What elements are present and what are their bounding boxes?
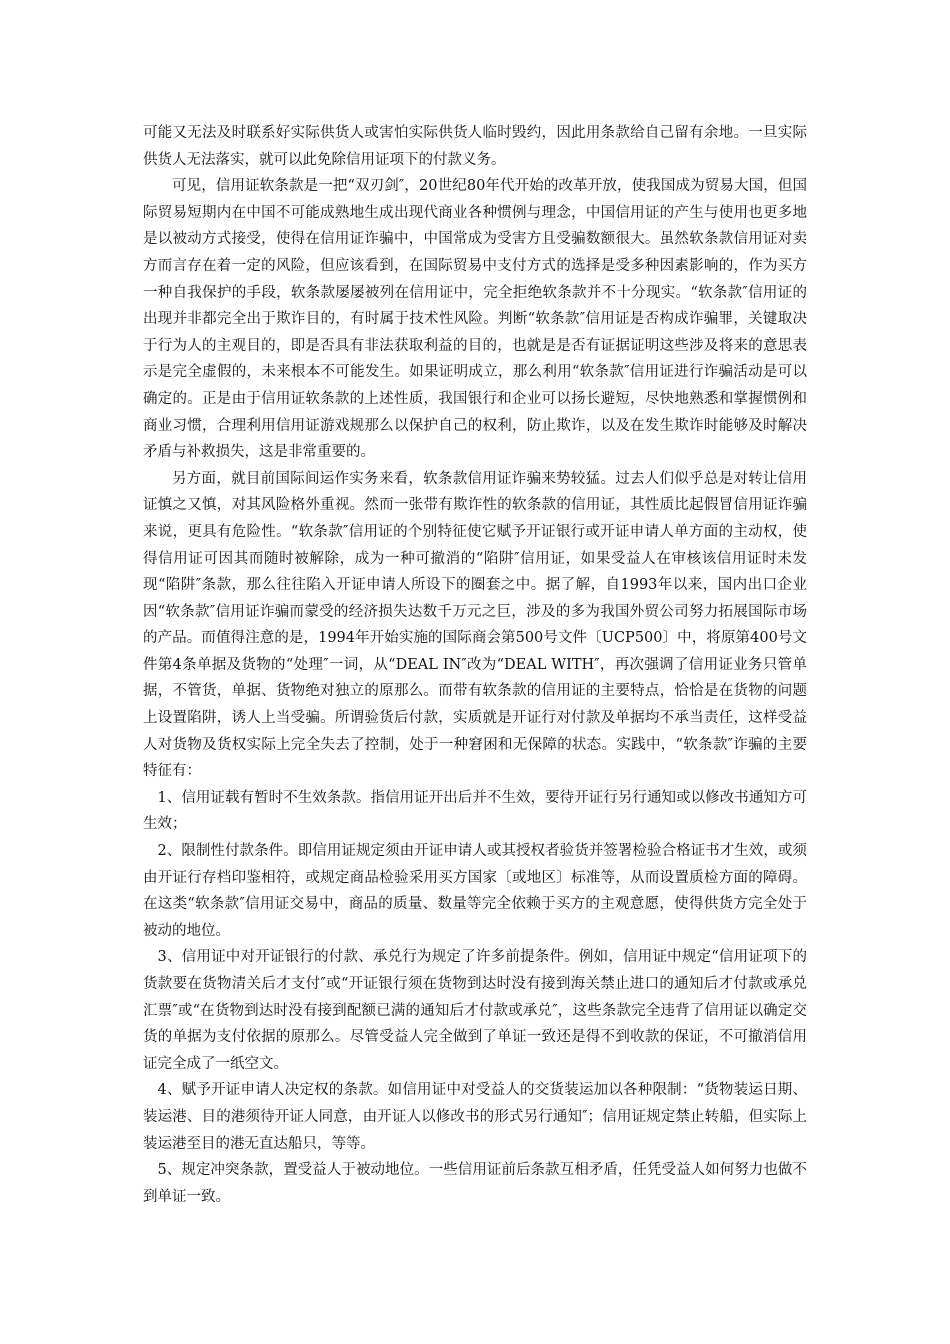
paragraph-double-edged-sword: 可见，信用证软条款是一把“双刃剑″，20世纪80年代开始的改革开放，使我国成为贸易大国，但国际贸易短期内在中国不可能成熟地生成出现代商业各种惯例与理念，中国信用证的产生与使用也更多地是以被动方式接受，使得在信用证诈骗中，中国常成为受害方且受骗数额很大。虽然软条款信用证对卖方而言存在着一定的风险，但应该看到，在国际贸易中支付方式的选择是受多种因素影响的，作为买方一种自我保护的手段，软条款屡屡被列在信用证中，完全拒绝软条款并不十分现实。“软条款″信用证的出现并非都完全出于欺诈目的，有时属于技术性风险。判断“软条款″信用证是否构成诈骗罪，关键取决于行为人的主观目的，即是否具有非法获取利益的目的，也就是是否有证据证明这些涉及将来的意思表示是完全虚假的，未来根本不可能发生。如果证明成立，那么利用“软条款″信用证进行诈骗活动是可以确定的。正是由于信用证软条款的上述性质，我国银行和企业可以扬长避短，尽快地熟悉和掌握惯例和商业习惯，合理利用信用证游戏规那么以保护自己的权利，防止欺诈，以及在发生欺诈时能够及时解决矛盾与补救损失，这是非常重要的。 [143,178,807,461]
list-item-3: 3、信用证中对开证银行的付款、承兑行为规定了许多前提条件。例如，信用证中规定“信用证项下的货款要在货物清关后才支付″或“开证银行须在货物到达时没有接到海关禁止进口的通知后才付款或承兑汇票″或“在货物到达时没有接到配额已满的通知后才付款或承兑″，这些条款完全违背了信用证以确定交货的单据为支付依据的原那么。尽管受益人完全做到了单证一致还是得不到收款的保证，不可撤消信用证完全成了一纸空文。 [143,949,807,1072]
list-item-2: 2、限制性付款条件。即信用证规定须由开证申请人或其授权者验货并签署检验合格证书才生效，或须由开证行存档印鉴相符，或规定商品检验采用买方国家〔或地区〕标准等，从而设置质检方面的障碍。在这类“软条款″信用证交易中，商品的质量、数量等完全依赖于买方的主观意愿，使得供货方完全处于被动的地位。 [143,843,807,939]
list-item-4: 4、赋予开证申请人决定权的条款。如信用证中对受益人的交货装运加以各种限制：“货物装运日期、装运港、目的港须待开证人同意，由开证人以修改书的形式另行通知″；信用证规定禁止转船，但实际上装运港至目的港无直达船只，等等。 [143,1082,807,1152]
list-item-5: 5、规定冲突条款，置受益人于被动地位。一些信用证前后条款互相矛盾，任凭受益人如何努力也做不到单证一致。 [143,1162,807,1205]
list-item-1: 1、信用证载有暂时不生效条款。指信用证开出后并不生效，要待开证行另行通知或以修改书通知方可生效； [143,789,807,833]
paragraph-fraud-trend: 另方面，就目前国际间运作实务来看，软条款信用证诈骗来势较猛。过去人们似乎总是对转让信用证慎之又慎，对其风险格外重视。然而一张带有欺诈性的软条款的信用证，其性质比起假冒信用证诈骗来说，更具有危险性。“软条款″信用证的个别特征使它赋予开证银行或开证申请人单方面的主动权，使得信用证可因其而随时被解除，成为一种可撤消的“陷阱″信用证，如果受益人在审核该信用证时未发现“陷阱″条款，那么往往陷入开证申请人所设下的圈套之中。据了解，自1993年以来，国内出口企业因“软条款″信用证诈骗而蒙受的经济损失达数千万元之巨，涉及的多为我国外贸公司努力拓展国际市场的产品。而值得注意的是，1994年开始实施的国际商会第500号文件〔UCP500〕中，将原第400号文件第4条单据及货物的“处理″一词，从“DEAL IN″改为“DEAL WITH″，再次强调了信用证业务只管单据，不管货，单据、货物绝对独立的原那么。而带有软条款的信用证的主要特点，恰恰是在货物的问题上设置陷阱，诱人上当受骗。所谓验货后付款，实质就是开证行对付款及单据均不承当责任，这样受益人对货物及货权实际上完全失去了控制，处于一种窘困和无保障的状态。实践中，“软条款″诈骗的主要特征有： [143,470,807,780]
document-body [143,120,807,1210]
paragraph-continuation: 可能又无法及时联系好实际供货人或害怕实际供货人临时毁约，因此用条款给自己留有余地。一旦实际供货人无法落实，就可以此免除信用证项下的付款义务。 [143,125,807,168]
